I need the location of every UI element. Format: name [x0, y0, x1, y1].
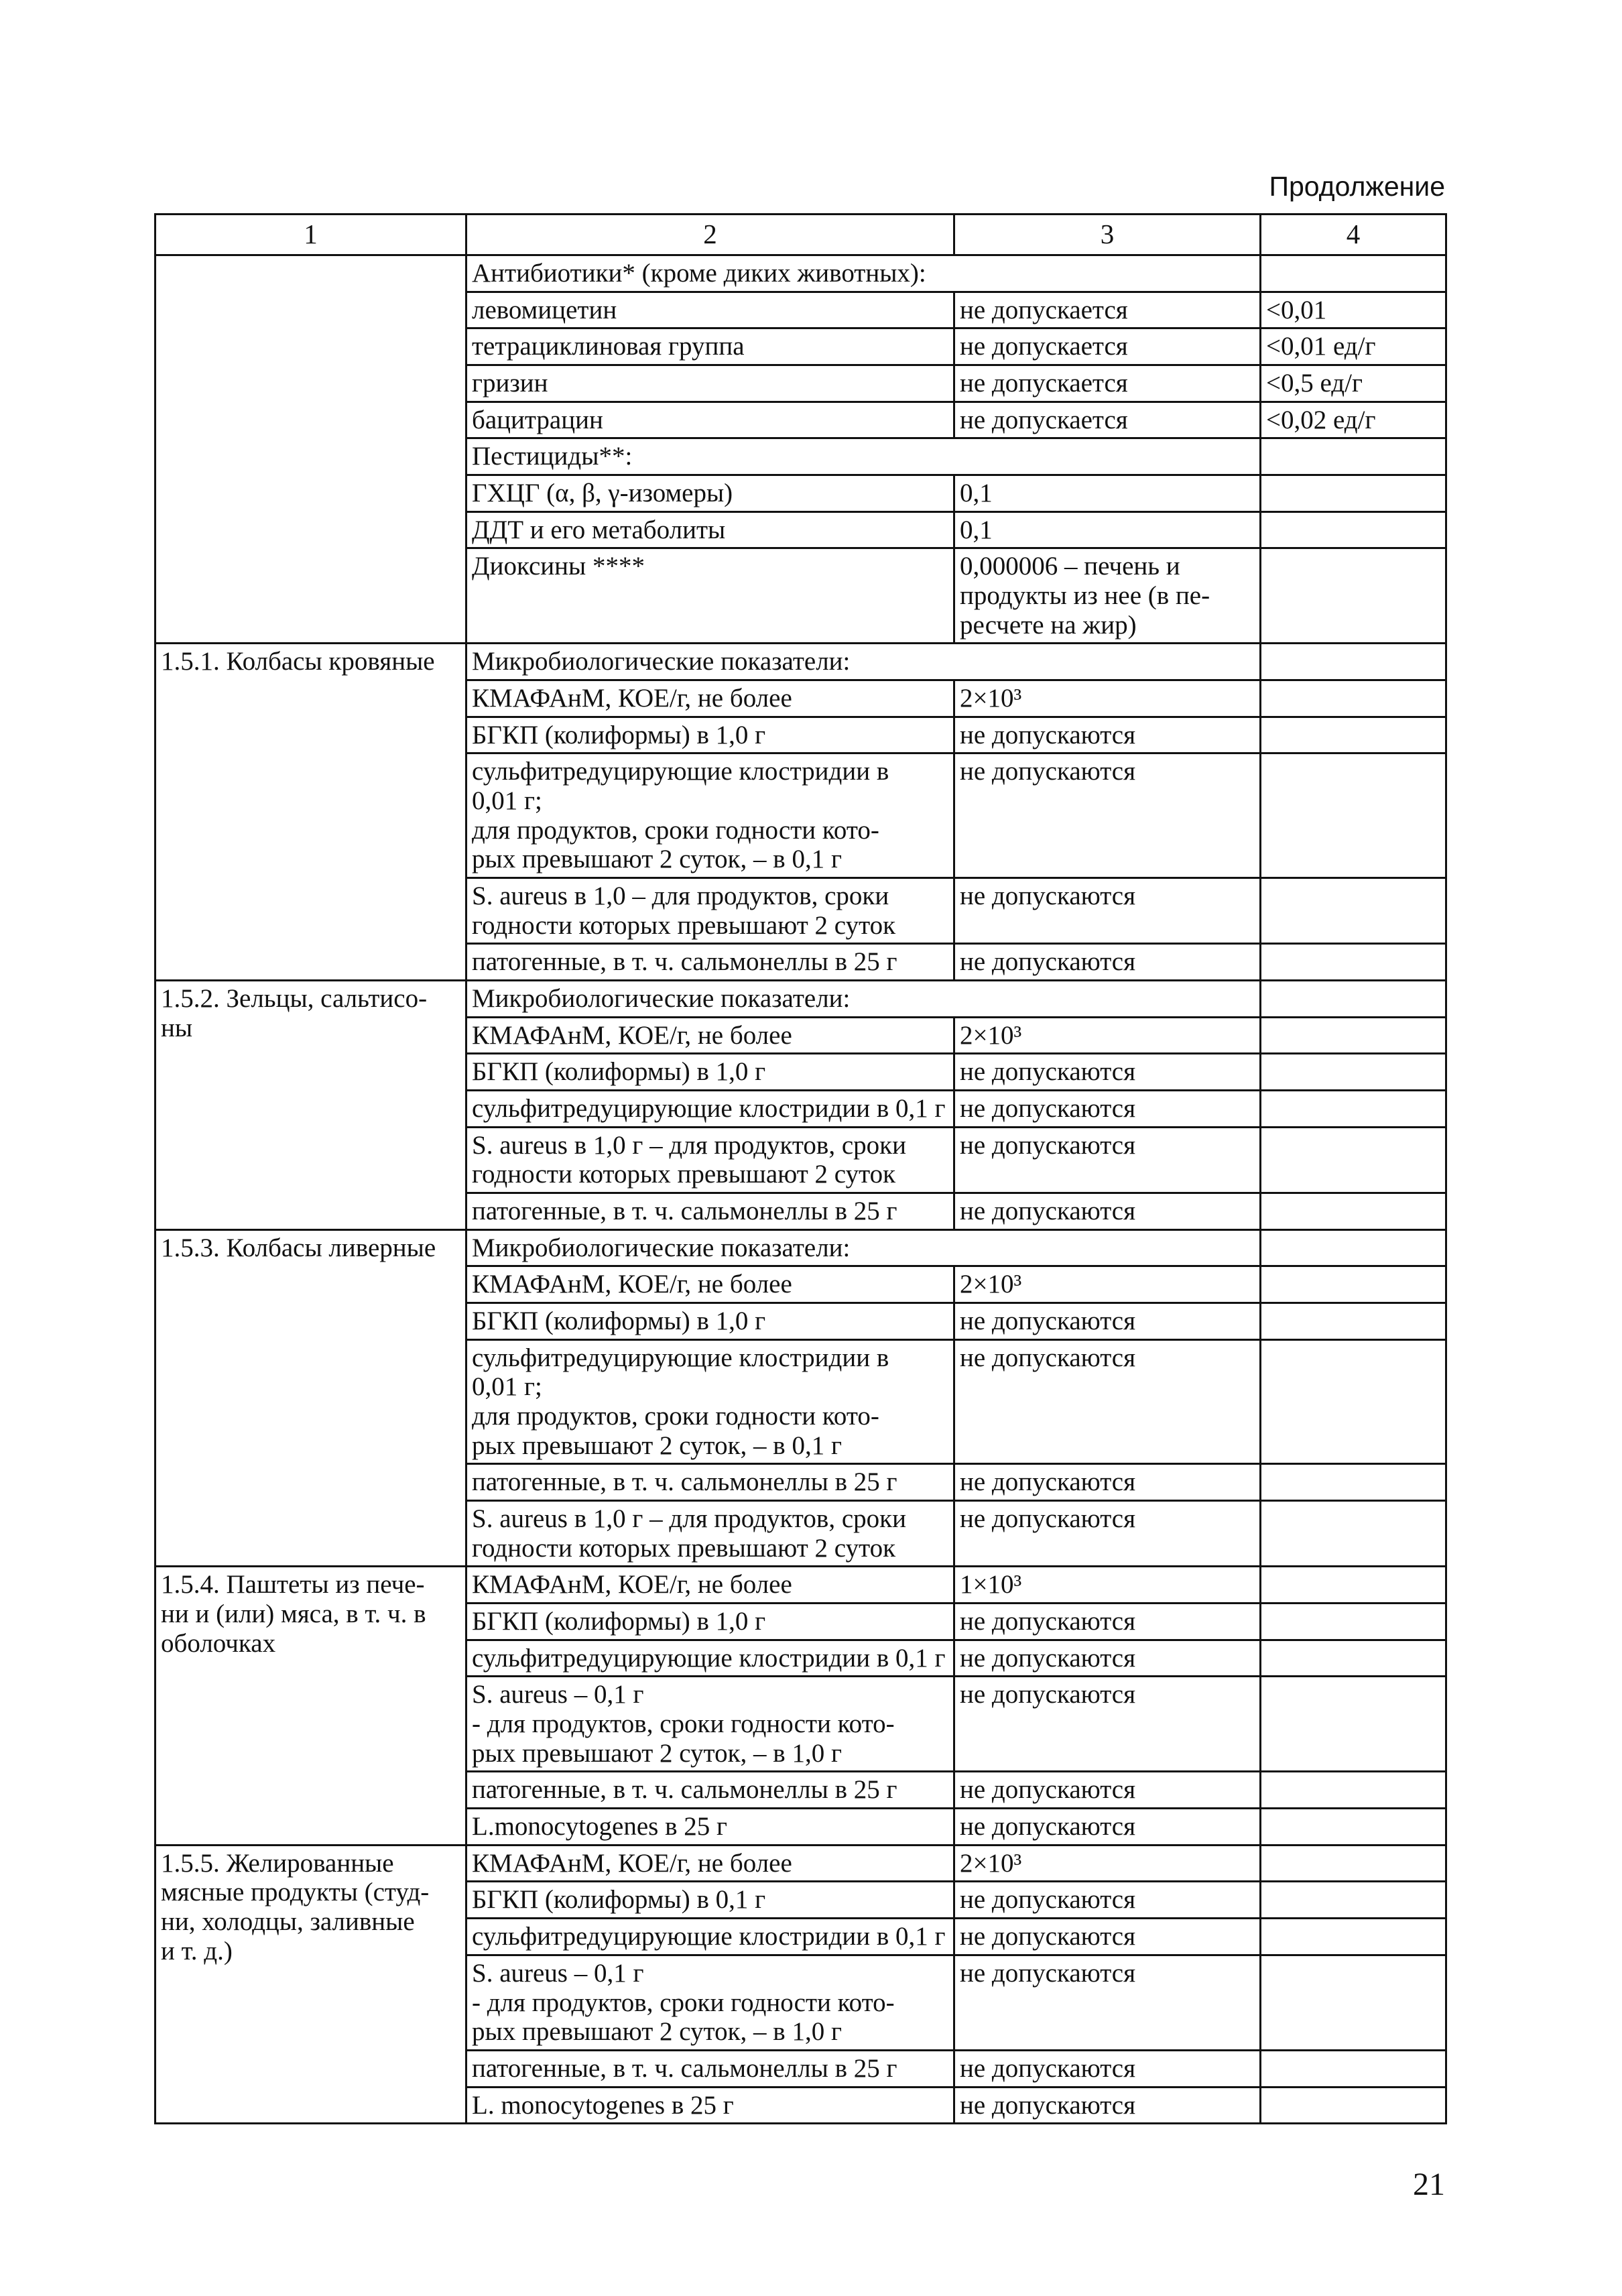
note-cell	[1261, 1017, 1446, 1054]
note-cell	[1261, 1772, 1446, 1809]
permissible-level-cell: не допускаются	[954, 1640, 1261, 1677]
note-cell	[1261, 1193, 1446, 1230]
subheading-cell: Микробиологические показатели:	[466, 981, 1261, 1018]
subheading-cell: Микробиологические показатели:	[466, 644, 1261, 680]
note-cell	[1261, 1464, 1446, 1501]
note-cell	[1261, 878, 1446, 944]
permissible-level-cell: не допускаются	[954, 1882, 1261, 1919]
permissible-level-cell: 0,1	[954, 511, 1261, 548]
column-header-2: 2	[466, 215, 954, 255]
section-name-cell: 1.5.4. Паштеты из пече- ни и (или) мяса, в т. ч. в оболочках	[155, 1567, 466, 1845]
note-cell: <0,01 ед/г	[1261, 328, 1446, 365]
indicator-cell: патогенные, в т. ч. сальмонеллы в 25 г	[466, 1464, 954, 1501]
indicator-cell: S. aureus – 0,1 г - для продуктов, сроки годности кото- рых превышают 2 суток, – в 1,0 г	[466, 1677, 954, 1772]
note-cell	[1261, 548, 1446, 644]
note-cell	[1261, 2050, 1446, 2087]
permissible-level-cell: не допускается	[954, 365, 1261, 402]
note-cell	[1261, 944, 1446, 981]
table-row	[155, 255, 1446, 292]
subheading-cell: Микробиологические показатели:	[466, 1229, 1261, 1266]
note-cell	[1261, 438, 1446, 475]
indicator-cell: сульфитредуцирующие клостридии в 0,01 г; для продуктов, сроки годности кото- рых превышают 2 суток, – в 0,1 г	[466, 753, 954, 878]
table-row	[155, 644, 1446, 680]
note-cell	[1261, 644, 1446, 680]
permissible-level-cell: не допускаются	[954, 1091, 1261, 1128]
indicator-cell: БГКП (колиформы) в 1,0 г	[466, 717, 954, 753]
note-cell	[1261, 475, 1446, 511]
note-cell	[1261, 1604, 1446, 1640]
note-cell	[1261, 1567, 1446, 1604]
indicator-cell: левомицетин	[466, 292, 954, 328]
note-cell	[1261, 680, 1446, 717]
note-cell	[1261, 981, 1446, 1018]
indicator-cell: S. aureus в 1,0 г – для продуктов, сроки годности которых превышают 2 суток	[466, 1127, 954, 1193]
permissible-level-cell: не допускается	[954, 292, 1261, 328]
note-cell	[1261, 2087, 1446, 2124]
permissible-level-cell: не допускаются	[954, 1955, 1261, 2050]
indicator-cell: сульфитредуцирующие клостридии в 0,1 г	[466, 1640, 954, 1677]
subheading-cell: Пестициды**:	[466, 438, 1261, 475]
permissible-level-cell: не допускаются	[954, 753, 1261, 878]
permissible-level-cell: не допускаются	[954, 1054, 1261, 1091]
permissible-level-cell: не допускаются	[954, 1809, 1261, 1846]
permissible-level-cell: не допускаются	[954, 1677, 1261, 1772]
note-cell	[1261, 1845, 1446, 1882]
table-row	[155, 1845, 1446, 1882]
note-cell	[1261, 753, 1446, 878]
indicator-cell: сульфитредуцирующие клостридии в 0,1 г	[466, 1091, 954, 1128]
note-cell: <0,01	[1261, 292, 1446, 328]
note-cell: <0,02 ед/г	[1261, 402, 1446, 438]
permissible-level-cell: не допускаются	[954, 2087, 1261, 2124]
note-cell	[1261, 717, 1446, 753]
indicator-cell: КМАФАнМ, КОЕ/г, не более	[466, 1266, 954, 1303]
permissible-level-cell: не допускаются	[954, 1339, 1261, 1464]
indicator-cell: S. aureus – 0,1 г - для продуктов, сроки годности кото- рых превышают 2 суток, – в 1,0 г	[466, 1955, 954, 2050]
permissible-level-cell: не допускаются	[954, 1919, 1261, 1955]
section-name-cell: 1.5.1. Колбасы кровяные	[155, 644, 466, 981]
note-cell	[1261, 1266, 1446, 1303]
note-cell	[1261, 1640, 1446, 1677]
indicator-cell: КМАФАнМ, КОЕ/г, не более	[466, 1017, 954, 1054]
table-row	[155, 981, 1446, 1018]
note-cell	[1261, 1809, 1446, 1846]
indicator-cell: патогенные, в т. ч. сальмонеллы в 25 г	[466, 1193, 954, 1230]
indicator-cell: сульфитредуцирующие клостридии в 0,1 г	[466, 1919, 954, 1955]
permissible-level-cell: не допускаются	[954, 1193, 1261, 1230]
note-cell	[1261, 1919, 1446, 1955]
indicator-cell: патогенные, в т. ч. сальмонеллы в 25 г	[466, 1772, 954, 1809]
indicator-cell: L.monocytogenes в 25 г	[466, 1809, 954, 1846]
permissible-level-cell: не допускаются	[954, 717, 1261, 753]
permissible-level-cell: не допускаются	[954, 2050, 1261, 2087]
table-row	[155, 1567, 1446, 1604]
permissible-level-cell: не допускается	[954, 402, 1261, 438]
indicator-cell: БГКП (колиформы) в 1,0 г	[466, 1054, 954, 1091]
permissible-level-cell: не допускаются	[954, 1464, 1261, 1501]
indicator-cell: тетрациклиновая группа	[466, 328, 954, 365]
indicator-cell: патогенные, в т. ч. сальмонеллы в 25 г	[466, 944, 954, 981]
section-name-cell	[155, 255, 466, 643]
section-name-cell: 1.5.3. Колбасы ливерные	[155, 1229, 466, 1567]
permissible-level-cell: не допускаются	[954, 1501, 1261, 1567]
note-cell	[1261, 1882, 1446, 1919]
indicator-cell: гризин	[466, 365, 954, 402]
table-header-row	[155, 215, 1446, 255]
indicator-cell: БГКП (колиформы) в 0,1 г	[466, 1882, 954, 1919]
note-cell	[1261, 1127, 1446, 1193]
indicator-cell: КМАФАнМ, КОЕ/г, не более	[466, 680, 954, 717]
indicator-cell: КМАФАнМ, КОЕ/г, не более	[466, 1845, 954, 1882]
indicator-cell: ГХЦГ (α, β, γ-изомеры)	[466, 475, 954, 511]
note-cell	[1261, 511, 1446, 548]
permissible-level-cell: 2×10³	[954, 680, 1261, 717]
indicator-cell: S. aureus в 1,0 г – для продуктов, сроки годности которых превышают 2 суток	[466, 1501, 954, 1567]
continuation-label: Продолжение	[1269, 171, 1445, 202]
indicator-cell: сульфитредуцирующие клостридии в 0,01 г; для продуктов, сроки годности кото- рых превышают 2 суток, – в 0,1 г	[466, 1339, 954, 1464]
permissible-level-cell: 0,000006 – печень и продукты из нее (в пе- ресчете на жир)	[954, 548, 1261, 644]
indicator-cell: ДДТ и его метаболиты	[466, 511, 954, 548]
indicator-cell: БГКП (колиформы) в 1,0 г	[466, 1604, 954, 1640]
note-cell	[1261, 255, 1446, 292]
note-cell	[1261, 1501, 1446, 1567]
column-header-1: 1	[155, 215, 466, 255]
indicator-cell: Диоксины ****	[466, 548, 954, 644]
permissible-level-cell: не допускаются	[954, 1303, 1261, 1340]
note-cell	[1261, 1229, 1446, 1266]
table-body	[155, 215, 1446, 2124]
section-name-cell: 1.5.5. Желированные мясные продукты (студ- ни, холодцы, заливные и т. д.)	[155, 1845, 466, 2123]
page-number: 21	[1413, 2167, 1445, 2202]
indicator-cell: КМАФАнМ, КОЕ/г, не более	[466, 1567, 954, 1604]
subheading-cell: Антибиотики* (кроме диких животных):	[466, 255, 1261, 292]
indicator-cell: БГКП (колиформы) в 1,0 г	[466, 1303, 954, 1340]
indicator-cell: L. monocytogenes в 25 г	[466, 2087, 954, 2124]
permissible-level-cell: 2×10³	[954, 1845, 1261, 1882]
permissible-level-cell: не допускаются	[954, 1772, 1261, 1809]
column-header-3: 3	[954, 215, 1261, 255]
indicator-cell: S. aureus в 1,0 – для продуктов, сроки годности которых превышают 2 суток	[466, 878, 954, 944]
table-row	[155, 1229, 1446, 1266]
permissible-level-cell: 2×10³	[954, 1017, 1261, 1054]
note-cell	[1261, 1677, 1446, 1772]
indicator-cell: бацитрацин	[466, 402, 954, 438]
note-cell	[1261, 1091, 1446, 1128]
note-cell	[1261, 1955, 1446, 2050]
permissible-level-cell: не допускаются	[954, 1127, 1261, 1193]
note-cell	[1261, 1303, 1446, 1340]
permissible-level-cell: не допускаются	[954, 1604, 1261, 1640]
column-header-4: 4	[1261, 215, 1446, 255]
permissible-level-cell: не допускаются	[954, 878, 1261, 944]
note-cell	[1261, 1339, 1446, 1464]
note-cell	[1261, 1054, 1446, 1091]
permissible-level-cell: 0,1	[954, 475, 1261, 511]
permissible-level-cell: не допускаются	[954, 944, 1261, 981]
permissible-level-cell: не допускается	[954, 328, 1261, 365]
permissible-level-cell: 2×10³	[954, 1266, 1261, 1303]
section-name-cell: 1.5.2. Зельцы, сальтисо- ны	[155, 981, 466, 1230]
note-cell: <0,5 ед/г	[1261, 365, 1446, 402]
requirements-table	[154, 213, 1447, 2124]
permissible-level-cell: 1×10³	[954, 1567, 1261, 1604]
indicator-cell: патогенные, в т. ч. сальмонеллы в 25 г	[466, 2050, 954, 2087]
